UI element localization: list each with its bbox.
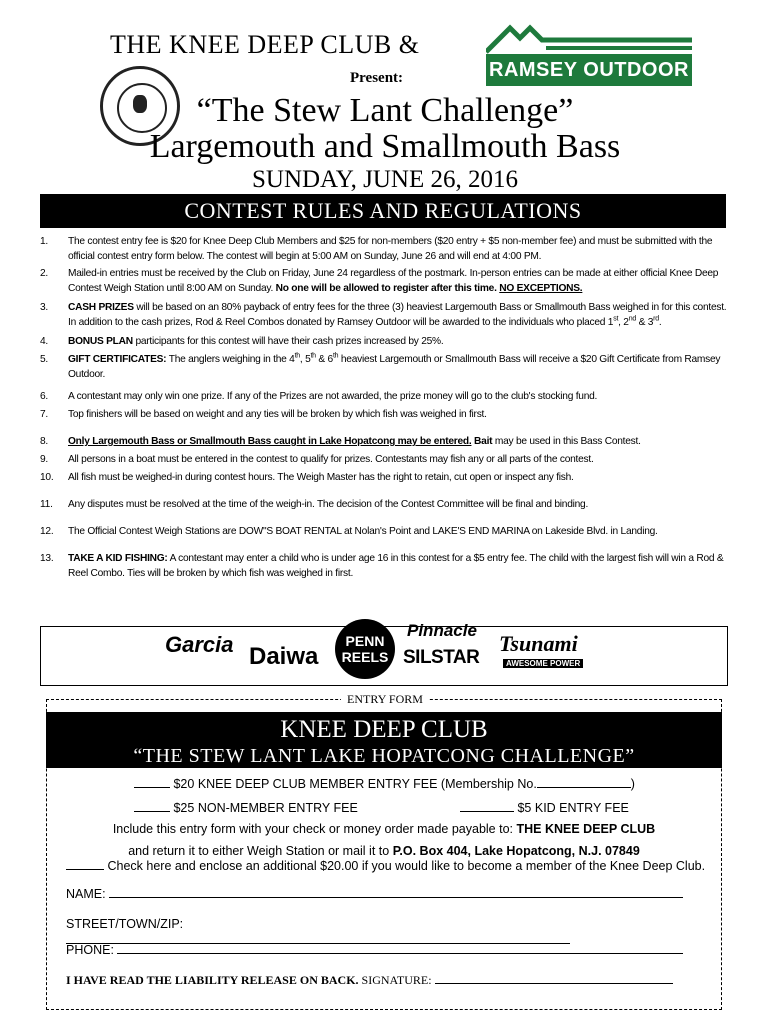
ramsey-outdoor-label: RAMSEY OUTDOOR (486, 54, 692, 86)
rule-10: 10. All fish must be weighed-in during contest hours. The Weigh Master has the right to retain, cut open or inspect any fish. (40, 472, 574, 483)
entry-challenge-name: “THE STEW LANT LAKE HOPATCONG CHALLENGE” (133, 745, 635, 767)
daiwa-logo: Daiwa (249, 643, 319, 670)
rule-3: 3. CASH PRIZES will be based on an 80% payback of entry fees for the three (3) heaviest Largemouth Bass or Smallmouth Bass weighed in for this contest. In addition to the cash prizes, Rod & Reel Combos donated by Ramsey Outdoor will be awarded to the individuals who placed 1st, 2nd & 3rd. (40, 302, 727, 328)
signature-field[interactable] (435, 972, 673, 984)
nonmember-fee-line: $25 NON-MEMBER ENTRY FEE (134, 800, 358, 816)
club-title: THE KNEE DEEP CLUB & (110, 30, 420, 59)
rule-12: 12. The Official Contest Weigh Stations are DOW"S BOAT RENTAL at Nolan's Point and LAKE'S END MARINA on Lakeside Blvd. in Landing. (40, 526, 658, 537)
rule-9: 9. All persons in a boat must be entered in the contest to qualify for prizes. Contestants may fish any or all parts of the contest. (40, 454, 594, 465)
signature-line: I HAVE READ THE LIABILITY RELEASE ON BACK. SIGNATURE: (66, 972, 696, 988)
rule-11: 11. Any disputes must be resolved at the time of the weigh-in. The decision of the Contest Committee will be final and binding. (40, 499, 589, 510)
contest-subtitle: Largemouth and Smallmouth Bass (149, 128, 621, 165)
street-line: STREET/TOWN/ZIP: (66, 916, 686, 948)
rule-13: 13. TAKE A KID FISHING: A contestant may enter a child who is under age 16 in this contest for a $5 entry fee. The child with the largest fish will win a Rod & Reel Combo. Ties will be broken by which fish was weighed in first. (40, 553, 724, 579)
rule-2: 2. Mailed-in entries must be received by the Club on Friday, June 24 regardless of the postmark. In-person entries can be made at either official Knee Deep Contest Weigh Station until 8:00 AM on Sunday. No one will be allowed to register after this time. NO EXCEPTIONS. (40, 268, 719, 294)
penn-reels-logo: PENN REELS (335, 619, 395, 679)
membership-offer-line: Check here and enclose an additional $20.00 if you would like to become a member of the Knee Deep Club. (66, 858, 705, 874)
sponsor-logos (40, 621, 728, 686)
membership-number-field[interactable] (537, 776, 631, 788)
rule-1: 1. The contest entry fee is $20 for Knee Deep Club Members and $25 for non-members ($20 entry + $5 non-member fee) and must be submitted with the official contest entry form below. The contest will begin at 5:00 AM on Sunday, June 26 and will end at 4:00 PM. (40, 236, 713, 262)
phone-line: PHONE: (66, 942, 686, 958)
rule-6: 6. A contestant may only win one prize. If any of the Prizes are not awarded, the prize money will go to the club's stocking fund. (40, 391, 598, 402)
member-fee-line: $20 KNEE DEEP CLUB MEMBER ENTRY FEE (Membership No. ) (134, 776, 635, 792)
member-fee-checkbox[interactable] (134, 776, 170, 788)
rule-4: 4. BONUS PLAN participants for this contest will have their cash prizes increased by 25%. (40, 336, 444, 347)
kid-fee-line: $5 KID ENTRY FEE (460, 800, 629, 816)
entry-form-label: ENTRY FORM (0, 692, 770, 707)
membership-offer-checkbox[interactable] (66, 858, 104, 870)
contest-date: SUNDAY, JUNE 26, 2016 (251, 166, 518, 193)
entry-form-header (46, 712, 722, 768)
rule-8: 8. Only Largemouth Bass or Smallmouth Bass caught in Lake Hopatcong may be entered. Bait may be used in this Bass Contest. (40, 436, 641, 447)
tsunami-logo: Tsunami (499, 631, 578, 656)
present-label: Present: (350, 70, 404, 86)
rule-5: 5. GIFT CERTIFICATES: The anglers weighing in the 4th, 5th & 6th heaviest Largemouth or Smallmouth Bass will receive a $20 Gift Certificate from Ramsey Outdoor. (40, 352, 721, 380)
return-line: and return it to either Weigh Station or mail it to P.O. Box 404, Lake Hopatcong, N.J. 07849 (128, 844, 640, 858)
name-line: NAME: (66, 886, 686, 902)
rules-heading: CONTEST RULES AND REGULATIONS (40, 194, 726, 228)
ramsey-outdoor-logo (486, 22, 692, 86)
abu-garcia-logo: Garcia (165, 632, 234, 657)
silstar-logo: SILSTAR (403, 647, 480, 668)
nonmember-fee-checkbox[interactable] (134, 800, 170, 812)
phone-field[interactable] (117, 942, 683, 954)
pinnacle-logo: Pinnacle (407, 621, 477, 640)
contest-title: “The Stew Lant Challenge” (196, 92, 574, 129)
entry-club-name: KNEE DEEP CLUB (280, 716, 488, 743)
tsunami-tagline: AWESOME POWER (503, 659, 583, 668)
kid-fee-checkbox[interactable] (460, 800, 514, 812)
rule-7: 7. Top finishers will be based on weight and any ties will be broken by which fish was weighed in first. (40, 409, 487, 420)
name-field[interactable] (109, 886, 683, 898)
include-line: Include this entry form with your check or money order made payable to: THE KNEE DEEP CLUB (112, 822, 656, 836)
